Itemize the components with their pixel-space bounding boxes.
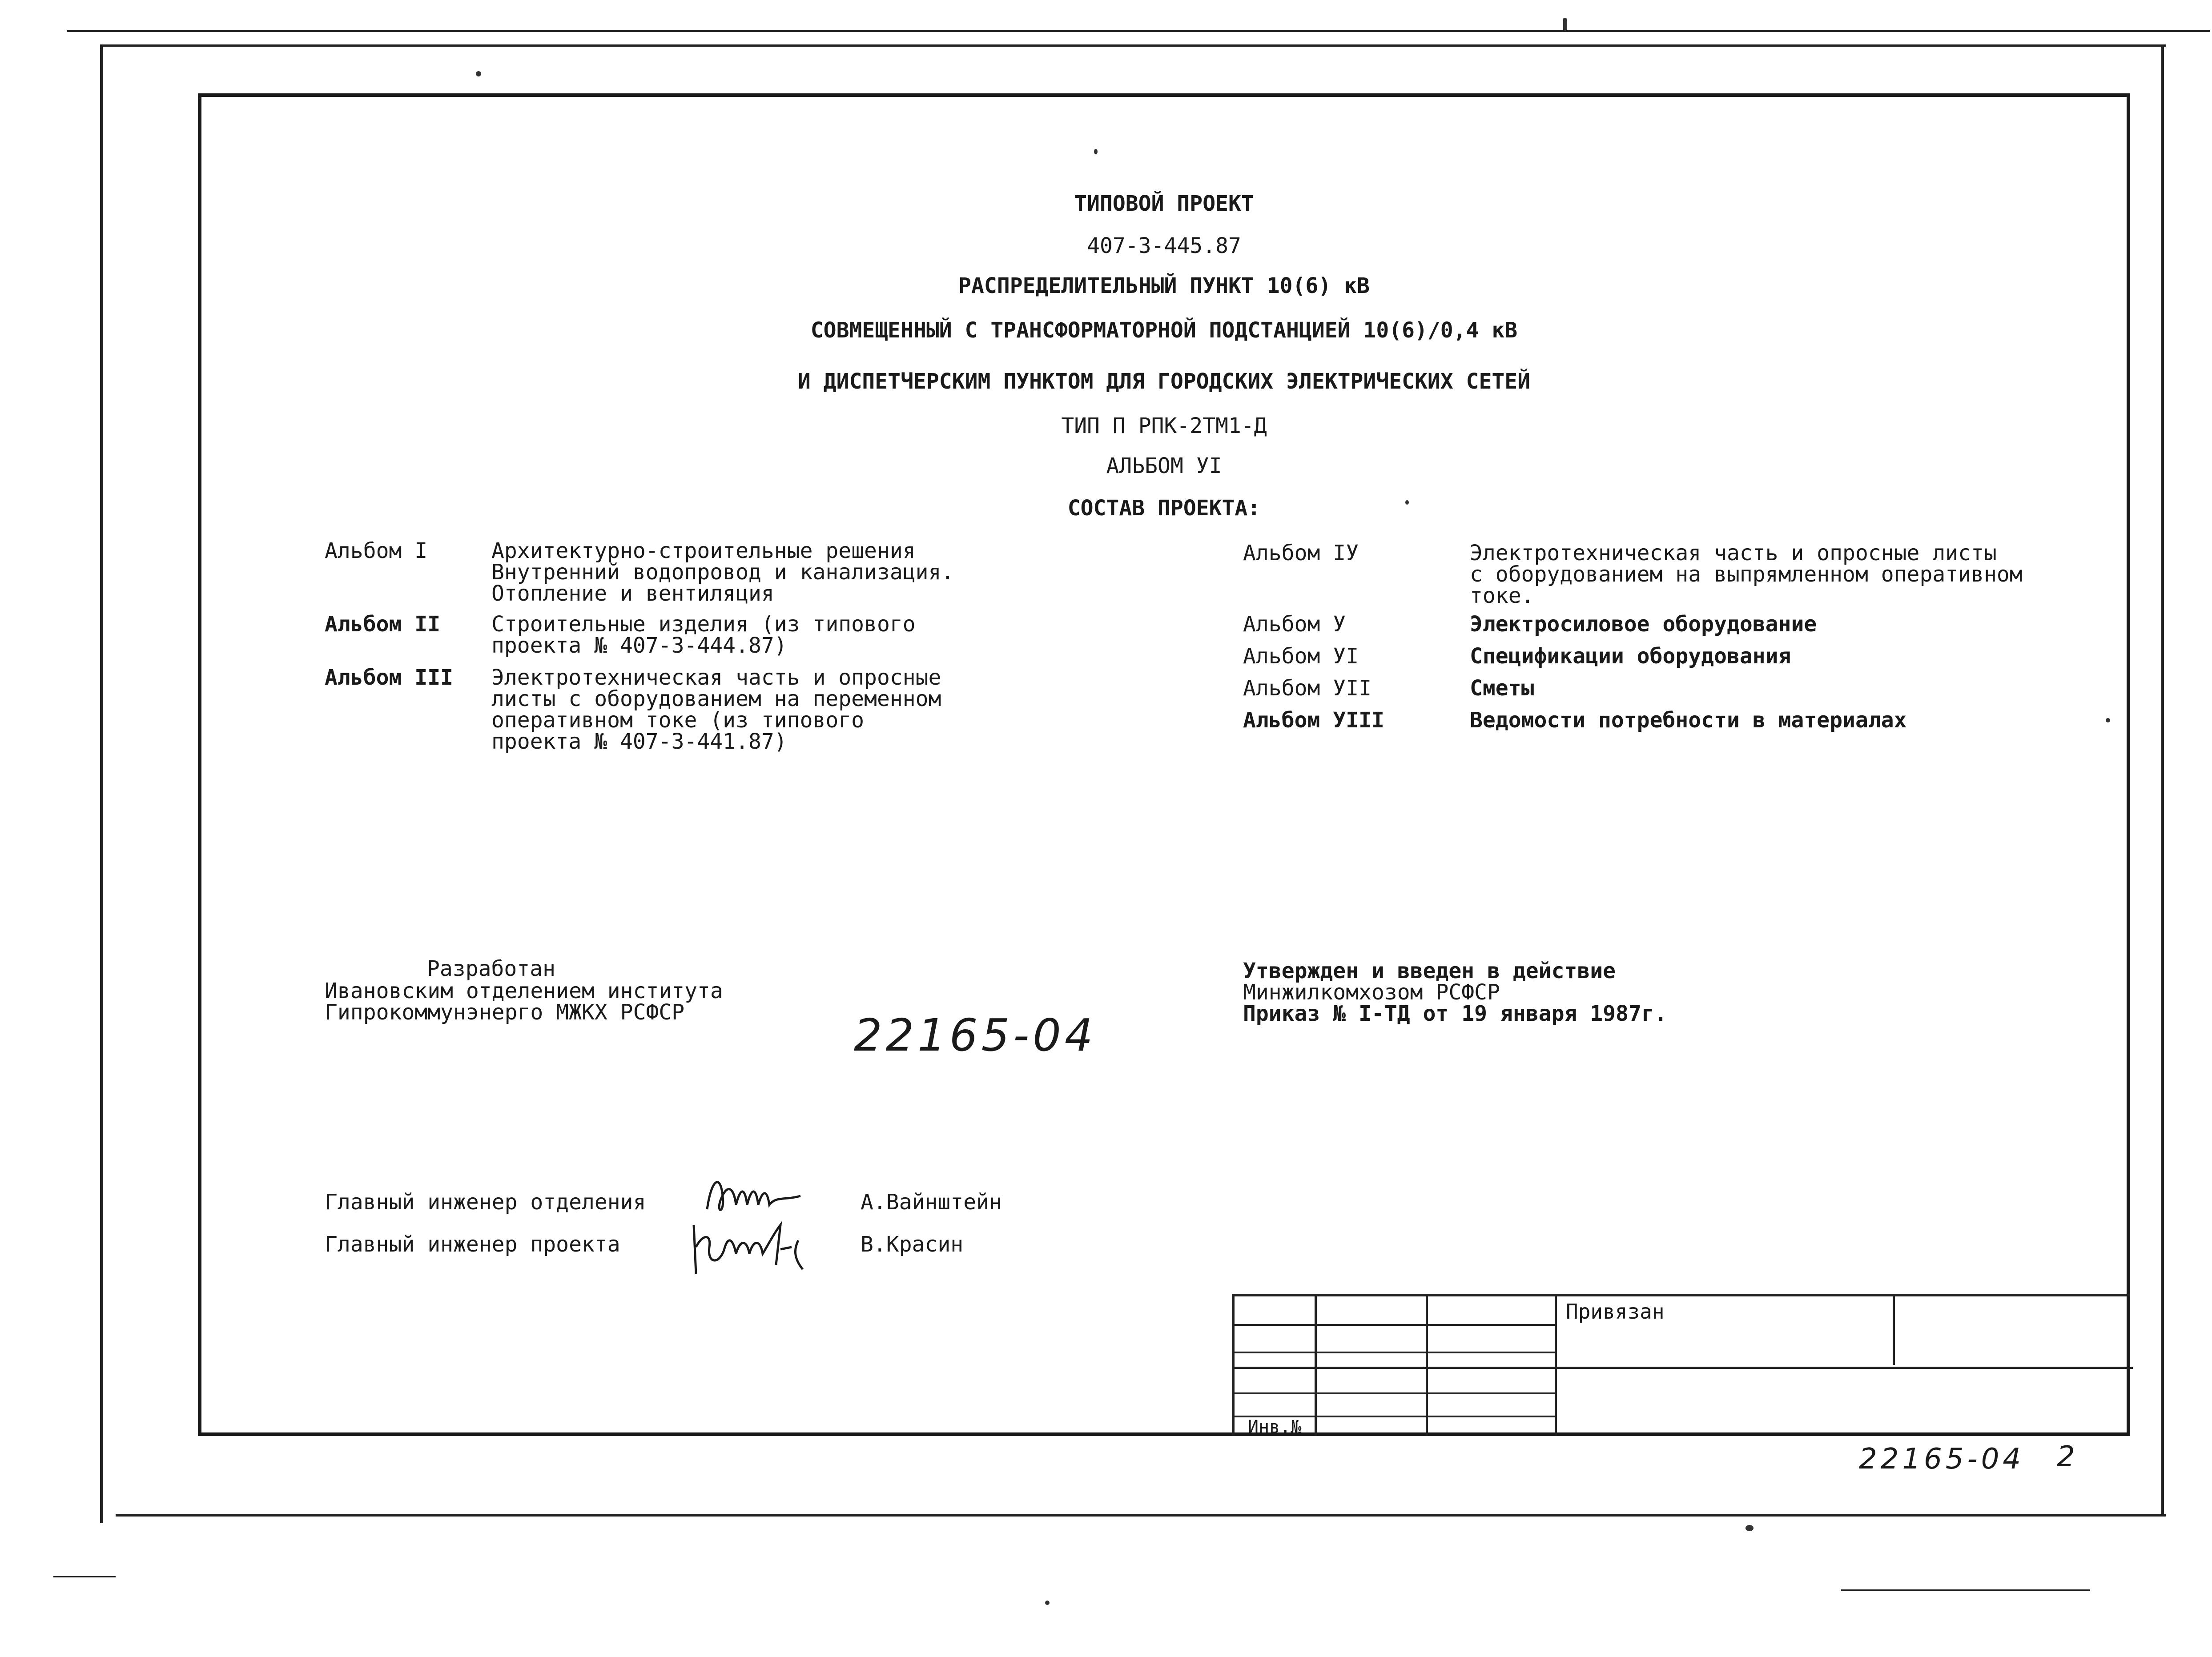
project-contents-heading: СОСТАВ ПРОЕКТА: [1067, 496, 1261, 521]
album-number: АЛЬБОМ УI [1106, 453, 1222, 478]
album-2-desc: Строительные изделия (из типового проекта № 407-3-444.87) [491, 612, 916, 658]
album-1-desc: Архитектурно-строительные решения Внутренний водопровод и канализация. Отопление и вентиляция [491, 538, 954, 606]
album-2-label: Альбом II [325, 612, 441, 637]
signature-name-1: А.Вайнштейн [861, 1190, 1002, 1215]
footer-page-number: 2 [2057, 1440, 2075, 1473]
album-6-label: Альбом УI [1243, 644, 1359, 669]
project-number: 407-3-445.87 [1087, 233, 1241, 258]
header-block [198, 191, 2130, 531]
right-edge-line [2161, 44, 2164, 1516]
signature-scribble-2 [685, 1216, 809, 1283]
stamp-bound-label: Привязан [1566, 1300, 1665, 1324]
scan-speck [476, 71, 481, 76]
object-title-line3: И ДИСПЕТЧЕРСКИМ ПУНКТОМ ДЛЯ ГОРОДСКИХ ЭЛЕКТРИЧЕСКИХ СЕТЕЙ [797, 369, 1531, 394]
signature-role-2: Главный инженер проекта [325, 1232, 620, 1257]
approved-line2: Минжилкомхозом РСФСР [1243, 980, 1500, 1005]
stamp-inventory-label: Инв.№ [1248, 1417, 1302, 1437]
album-7-label: Альбом УII [1243, 676, 1371, 701]
object-title-line2: СОВМЕЩЕННЫЙ С ТРАНСФОРМАТОРНОЙ ПОДСТАНЦИЕЙ 10(6)/0,4 кВ [810, 318, 1518, 343]
scan-speck [1563, 18, 1567, 31]
project-type-title: ТИПОВОЙ ПРОЕКТ [1074, 191, 1254, 216]
signature-name-2: В.Красин [861, 1232, 964, 1257]
approved-line3: Приказ № I-ТД от 19 января 1987г. [1243, 1001, 1667, 1026]
album-1-label: Альбом I [325, 538, 428, 563]
scan-mark [1841, 1589, 2090, 1591]
developed-heading: Разработан [427, 956, 555, 981]
type-designation: ТИП П РПК-2ТМ1-Д [1061, 413, 1267, 438]
album-6-desc: Спецификации оборудования [1470, 644, 1791, 669]
album-5-desc: Электросиловое оборудование [1470, 612, 1817, 637]
footer-sheet-code: 22165-04 [1859, 1443, 2025, 1476]
bottom-edge-line [116, 1514, 2166, 1517]
album-4-desc: Электротехническая часть и опросные листы с оборудованием на выпрямленном оперативном токе. [1470, 541, 2023, 608]
scan-speck [1405, 500, 1409, 505]
scan-speck [1094, 149, 1098, 154]
signature-role-1: Главный инженер отделения [325, 1190, 646, 1215]
scan-speck [1745, 1525, 1754, 1531]
album-4-label: Альбом IУ [1243, 541, 1359, 566]
scan-mark [53, 1576, 116, 1577]
album-8-label: Альбом УIII [1243, 708, 1384, 733]
album-3-desc: Электротехническая часть и опросные листы с оборудованием на переменном оперативном токе (из типового проекта № 407-3-441.87) [491, 665, 941, 754]
album-8-desc: Ведомости потребности в материалах [1470, 708, 1907, 733]
handwritten-inventory-number: 22165-04 [854, 1009, 1097, 1061]
album-5-label: Альбом У [1243, 612, 1346, 637]
scan-speck [2106, 718, 2110, 722]
developed-line1: Ивановским отделением института [325, 979, 723, 1003]
top-edge-line [67, 30, 2210, 32]
object-title-line1: РАСПРЕДЕЛИТЕЛЬНЫЙ ПУНКТ 10(6) кВ [958, 273, 1370, 298]
signature-scribble-1 [703, 1169, 805, 1223]
developed-line2: Гипрокоммунэнерго МЖКХ РСФСР [325, 1000, 685, 1025]
album-3-label: Альбом III [325, 665, 453, 690]
scan-speck [1045, 1601, 1050, 1605]
title-block-stamp [1232, 1294, 2130, 1436]
album-7-desc: Сметы [1470, 676, 1534, 701]
approved-line1: Утвержден и введен в действие [1243, 959, 1616, 983]
